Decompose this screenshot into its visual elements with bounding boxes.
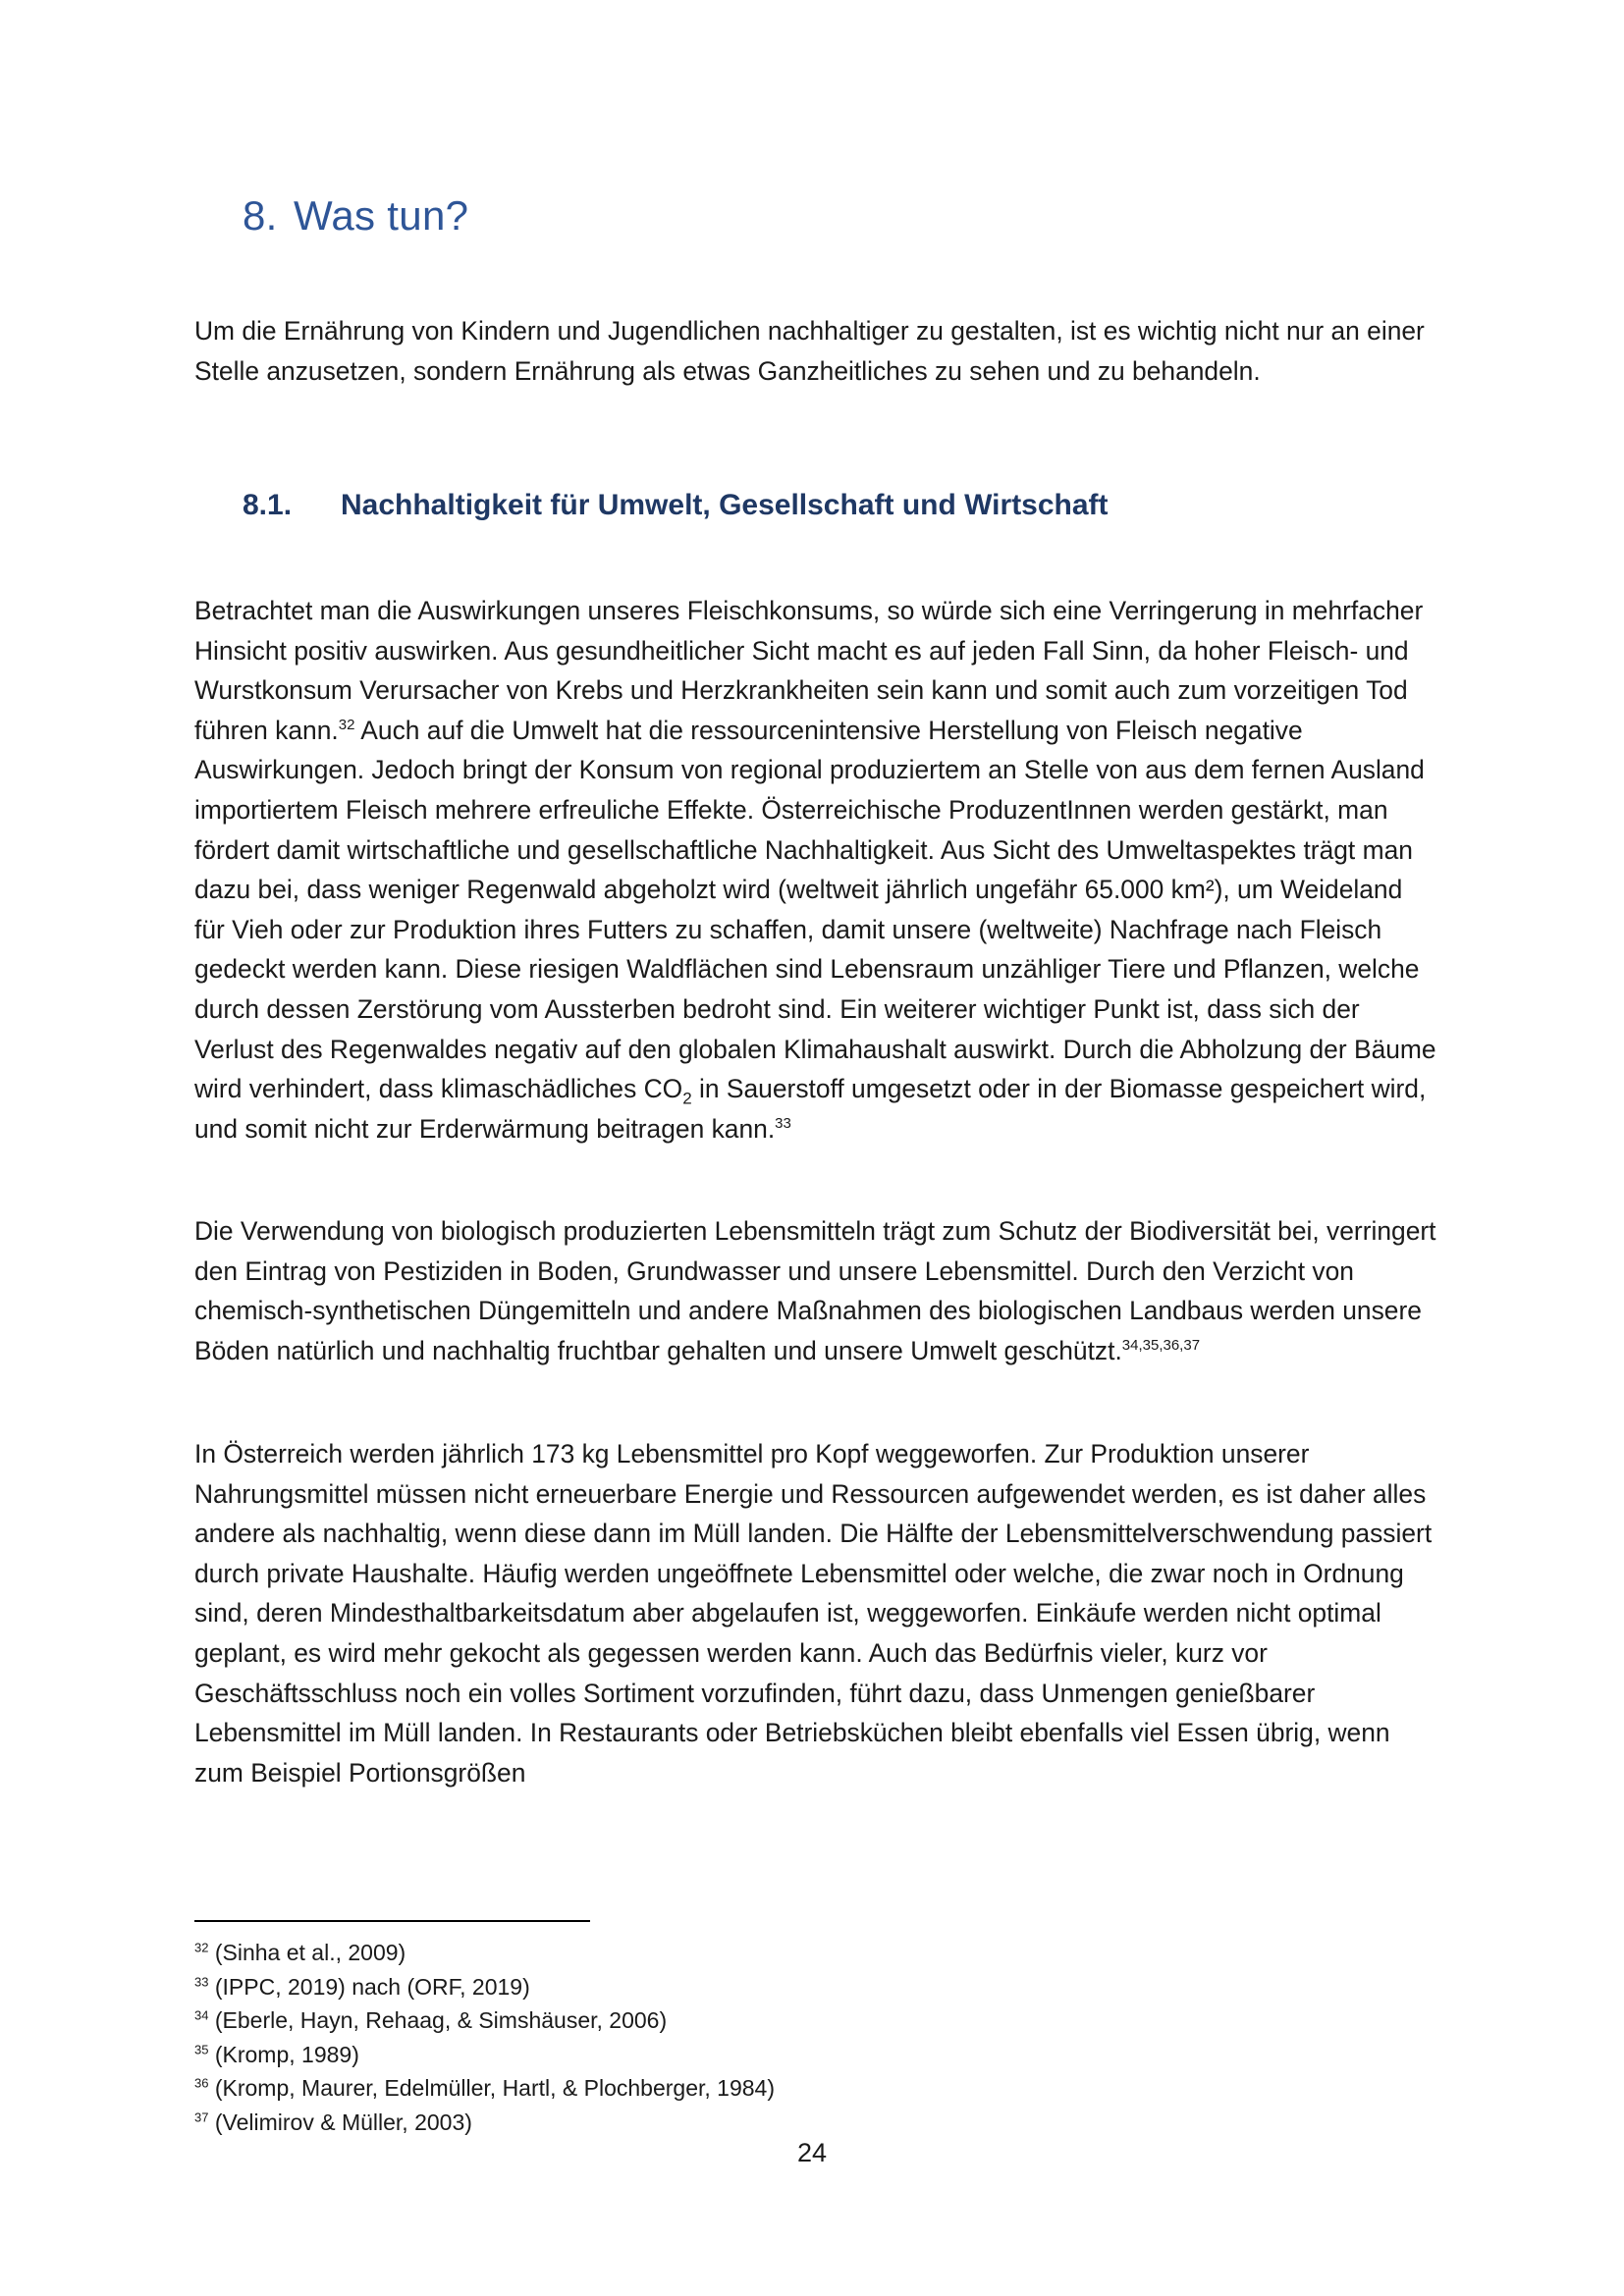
footnote-ref: 33 <box>775 1114 791 1132</box>
footnote-text: (Kromp, Maurer, Edelmüller, Hartl, & Plochberger, 1984) <box>214 2075 775 2101</box>
footnote-number: 32 <box>194 1940 209 1955</box>
footnote-item <box>194 1936 775 1970</box>
paragraph-text: Auch auf die Umwelt hat die ressourcenintensive Herstellung von Fleisch negative Auswirkungen. Jedoch bringt der Konsum von regional produziertem an Stelle von aus dem fernen Ausland importiertem Fleisch mehrere erfreuliche Effekte. Österreichische ProduzentInnen werden gestärkt, man fördert damit wirtschaftliche und gesellschaftliche Nachhaltigkeit. Aus Sicht des Umweltaspektes trägt man dazu bei, dass weniger Regenwald abgeholzt wird (weltweit jährlich ungefähr 65.000 km²), um Weideland für Vieh oder zur Produktion ihres Futters zu schaffen, damit unsere (weltweite) Nachfrage nach Fleisch gedeckt werden kann. Diese riesigen Waldflächen sind Lebensraum unzähliger Tiere und Pflanzen, welche durch dessen Zerstörung vom Aussterben bedroht sind. Ein weiterer wichtiger Punkt ist, dass sich der Verlust des Regenwaldes negativ auf den globalen Klimahaushalt auswirkt. Durch die Abholzung der Bäume wird verhindert, dass klimaschädliches CO <box>194 715 1436 1104</box>
paragraph-food-waste: In Österreich werden jährlich 173 kg Lebensmittel pro Kopf weggeworfen. Zur Produktion unserer Nahrungsmittel müssen nicht erneuerbare Energie und Ressourcen aufgewendet werden, es ist daher alles andere als nachhaltig, wenn diese dann im Müll landen. Die Hälfte der Lebensmittelverschwendung passiert durch private Haushalte. Häufig werden ungeöffnete Lebensmittel oder welche, die zwar noch in Ordnung sind, deren Mindesthaltbarkeitsdatum aber abgelaufen ist, weggeworfen. Einkäufe werden nicht optimal geplant, es wird mehr gekocht als gegessen werden kann. Auch das Bedürfnis vieler, kurz vor Geschäftsschluss noch ein volles Sortiment vorzufinden, führt dazu, dass Unmengen genießbarer Lebensmittel im Müll landen. In Restaurants oder Betriebsküchen bleibt ebenfalls viel Essen übrig, wenn zum Beispiel Portionsgrößen <box>194 1439 1433 1788</box>
paragraph-organic-food <box>194 1211 1439 1370</box>
footnote-ref: 32 <box>338 716 355 733</box>
footnote-number: 36 <box>194 2075 209 2091</box>
footnote-item <box>194 1970 775 2004</box>
intro-paragraph: Um die Ernährung von Kindern und Jugendlichen nachhaltiger zu gestalten, ist es wichtig nicht nur an einer Stelle anzusetzen, sondern Ernährung als etwas Ganzheitliches zu sehen und zu behandeln. <box>194 316 1425 386</box>
footnote-item <box>194 2071 775 2106</box>
footnote-number: 33 <box>194 1973 209 1989</box>
footnote-text: (Eberle, Hayn, Rehaag, & Simshäuser, 2006) <box>214 2007 668 2033</box>
section-number: 8.1. <box>243 489 293 521</box>
footnote-text: (Kromp, 1989) <box>214 2041 359 2067</box>
footnote-text: (Sinha et al., 2009) <box>214 1940 406 1965</box>
paragraph-text: Die Verwendung von biologisch produzierten Lebensmitteln trägt zum Schutz der Biodiversität bei, verringert den Eintrag von Pestiziden in Boden, Grundwasser und unsere Lebensmittel. Durch den Verzicht von chemisch-synthetischen Düngemitteln und andere Maßnahmen des biologischen Landbaus werden unsere Böden natürlich und nachhaltig fruchtbar gehalten und unsere Umwelt geschützt. <box>194 1216 1436 1365</box>
section-heading <box>243 489 1109 522</box>
chapter-number: 8. <box>243 192 278 239</box>
footnote-list <box>194 1936 775 2139</box>
co2-subscript: 2 <box>682 1089 692 1108</box>
chapter-heading <box>243 192 468 240</box>
footnote-text: (Velimirov & Müller, 2003) <box>214 2109 472 2135</box>
footnote-item <box>194 2038 775 2072</box>
footnote-number: 37 <box>194 2109 209 2124</box>
page-number: 24 <box>796 2138 828 2167</box>
footnote-separator <box>194 1920 590 1922</box>
footnote-number: 34 <box>194 2007 209 2023</box>
paragraph-meat-consumption <box>194 591 1439 1148</box>
section-title: Nachhaltigkeit für Umwelt, Gesellschaft und Wirtschaft <box>341 489 1109 521</box>
paragraph-text: Betrachtet man die Auswirkungen unseres Fleischkonsums, so würde sich eine Verringerung in mehrfacher Hinsicht positiv auswirken. Aus gesundheitlicher Sicht macht es auf jeden Fall Sinn, da hoher Fleisch- und Wurstkonsum Verursacher von Krebs und Herzkrankheiten sein kann und somit auch zum vorzeitigen Tod führen kann. <box>194 596 1424 745</box>
paragraph-text: in Sauerstoff umgesetzt oder in der Biomasse gespeichert wird, und somit nicht zur Erderwärmung beitragen kann. <box>194 1074 1427 1144</box>
footnote-item <box>194 2106 775 2140</box>
footnote-number: 35 <box>194 2041 209 2056</box>
footnote-text: (IPPC, 2019) nach (ORF, 2019) <box>214 1973 530 2000</box>
footnote-item <box>194 2003 775 2038</box>
chapter-title: Was tun? <box>294 192 469 239</box>
footnote-ref: 34,35,36,37 <box>1121 1336 1201 1354</box>
